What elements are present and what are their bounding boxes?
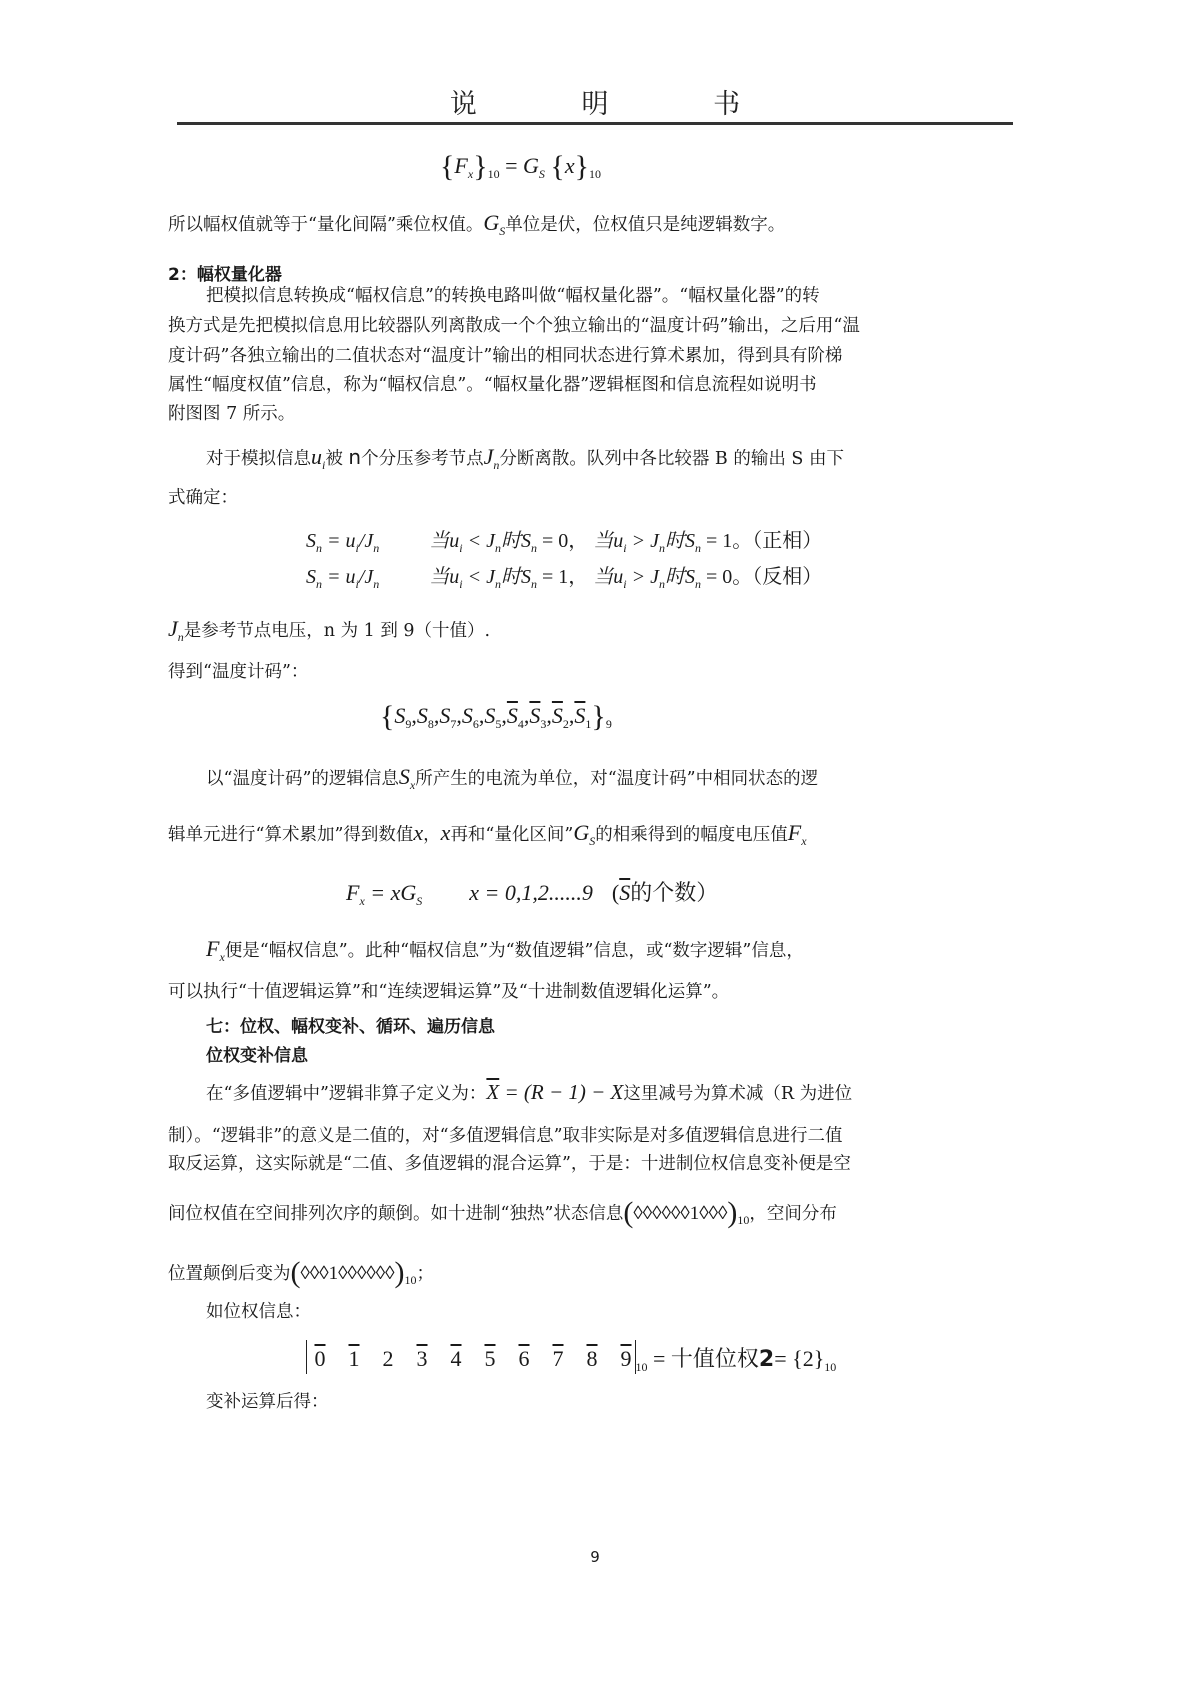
- section2-line-4: 属性“幅度权值”信息，称为“幅权信息”。“幅权量化器”逻辑框图和信息流程如说明书: [168, 375, 817, 395]
- subsection-heading-complement: 位权变补信息: [206, 1046, 308, 1066]
- header-rule: [177, 122, 1013, 125]
- equation-fx: $F_x = xG_S$ x = 0,1,2......9 ($\overline{S}$的个数）: [346, 880, 719, 908]
- equation-thermometer-code: $\{S_9,S_8,S_7,S_6,S_5,\overline{S}_4,\overline{S}_3,\overline{S}_2,\overline{S}_1\}_9$: [380, 700, 612, 733]
- page-header-title: 说 明 书: [449, 89, 789, 120]
- paragraph-logic-not-line1: 在“多值逻辑中”逻辑非算子定义为：$\overline{X} = (R - 1) - X$这里减号为算术减（R 为进位: [206, 1080, 853, 1104]
- paragraph-logic-not-line2: 制）。“逻辑非”的意义是二值的，对“多值逻辑信息”取非实际是对多值逻辑信息进行二值: [168, 1126, 843, 1146]
- equation-s-positive: $S_n = u_i/J_n$ 当$u_i < J_n$时$S_n = 0$， 当$u_i > J_n$时$S_n = 1$。（正相）: [306, 530, 823, 555]
- paragraph-fx-meaning-line2: 可以执行“十值逻辑运算”和“连续逻辑运算”及“十进制数值逻辑化运算”。: [168, 982, 730, 1002]
- paragraph-accumulate-line1: 以“温度计码”的逻辑信息$S_x$所产生的电流为单位，对“温度计码”中相同状态的逻: [206, 764, 819, 792]
- equation-s-inverted: $S_n = u_i/J_n$ 当$u_i < J_n$时$S_n = 1$， 当$u_i > J_n$时$S_n = 0$。（反相）: [306, 566, 823, 591]
- paragraph-logic-not-line3: 取反运算，这实际就是“二值、多值逻辑的混合运算”，于是：十进制位权信息变补便是空: [168, 1154, 851, 1174]
- paragraph-accumulate-line2: 辑单元进行“算术累加”得到数值x，x再和“量化区间$”G_S$的相乘得到的幅度电压值$F_x$: [168, 820, 807, 848]
- section2-line-5: 附图图 7 所示。: [168, 404, 296, 424]
- section2-line-1: 把模拟信息转换成“幅权信息”的转换电路叫做“幅权量化器”。“幅权量化器”的转: [206, 286, 820, 306]
- paragraph-discretize-line2: 式确定：: [168, 488, 238, 508]
- paragraph-example-label: 如位权信息：: [206, 1302, 311, 1322]
- paragraph-logic-not-line5: 位置颠倒后变为$(◊◊◊1◊◊◊◊◊◊)_{10}$；: [168, 1256, 434, 1289]
- section2-line-3: 度计码”各独立输出的二值状态对“温度计”输出的相同状态进行算术累加，得到具有阶梯: [168, 346, 843, 366]
- section-heading-quantizer: 2：幅权量化器: [168, 265, 282, 285]
- equation-digit-weights: 0 1 2 3 4 5 6 7 8 9 $_{10}$ = 十值位权$2= \{2\}_{10}$: [306, 1340, 836, 1375]
- paragraph-fx-meaning: $F_x$便是“幅权信息”。此种“幅权信息”为“数值逻辑”信息，或“数字逻辑”信息，: [206, 936, 804, 964]
- page-number: 9: [590, 1548, 600, 1566]
- paragraph-amplitude-weight: 所以幅权值就等于“量化间隔”乘位权值。$G_S$单位是伏，位权值只是纯逻辑数字。: [168, 210, 786, 238]
- paragraph-after-complement: 变补运算后得：: [206, 1392, 329, 1412]
- paragraph-reference-voltage: $J_n$是参考节点电压，n 为 1 到 9（十值）.: [168, 616, 491, 644]
- section-heading-7: 七：位权、幅权变补、循环、遍历信息: [206, 1017, 495, 1037]
- paragraph-get-thermometer: 得到“温度计码”：: [168, 662, 309, 682]
- paragraph-discretize: 对于模拟信息$u_i$被 n个分压参考节点$J_n$分断离散。队列中各比较器 B 的输出 S 由下: [206, 444, 844, 472]
- section2-line-2: 换方式是先把模拟信息用比较器队列离散成一个个独立输出的“温度计码”输出，之后用“温: [168, 316, 860, 336]
- paragraph-logic-not-line4: 间位权值在空间排列次序的颠倒。如十进制“独热”状态信息$(◊◊◊◊◊◊1◊◊◊)_{10}$，空间分布: [168, 1196, 837, 1229]
- equation-fx-gs: $\{F_x\}_{10} = G_S$ $\{x\}_{10}$: [440, 150, 601, 183]
